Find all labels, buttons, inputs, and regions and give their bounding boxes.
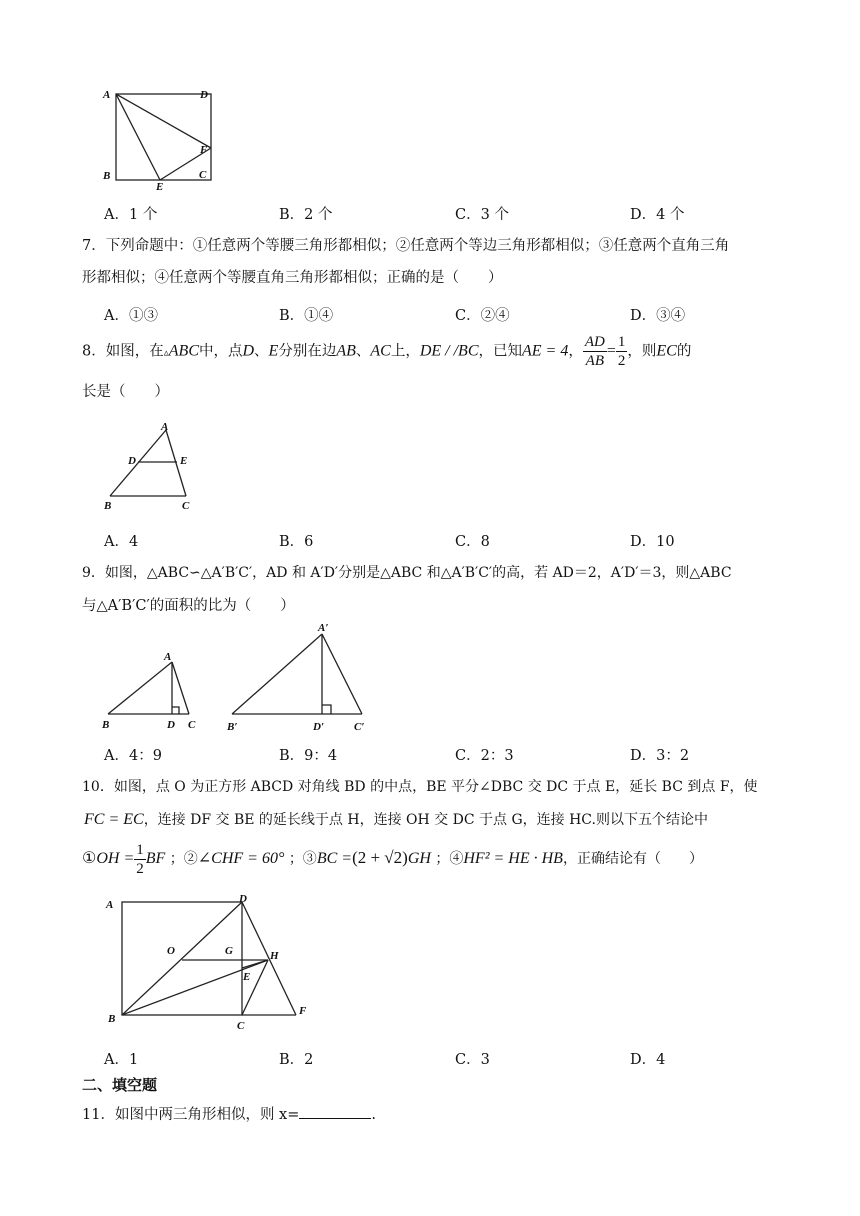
q10-line-2: FC = EC，连接 DF 交 BE 的延长线于点 H，连接 OH 交 DC 于点 G，连接 HC.则以下五个结论中	[84, 811, 708, 828]
q11-answer-blank[interactable]	[299, 1104, 371, 1119]
q8-option-a: A．4	[104, 534, 139, 550]
q10-label-d: D	[239, 893, 247, 905]
q10-label-g: G	[225, 945, 233, 957]
q6-option-c: C．3 个	[455, 207, 509, 223]
q8-option-d: D．10	[630, 534, 675, 550]
q10-label-f: F	[299, 1005, 307, 1017]
q7-option-b: B．①④	[279, 308, 334, 324]
q9-label-a: A	[164, 651, 172, 663]
q10-option-c: C．3	[455, 1052, 490, 1068]
q6-square-figure	[96, 84, 222, 194]
q10-option-b: B．2	[279, 1052, 314, 1068]
q7-line-2: 形都相似；④任意两个等腰直角三角形都相似；正确的是（ ）	[82, 270, 503, 286]
q8-label-c: C	[182, 500, 190, 512]
q9-label-d: D	[167, 719, 175, 731]
q10-square-figure	[98, 890, 318, 1036]
q10-label-o: O	[167, 945, 175, 957]
q10-option-a: A．1	[104, 1052, 139, 1068]
q9-option-c: C．2：3	[455, 748, 514, 764]
q8-triangle-figure	[100, 418, 210, 514]
q6-option-a: A．1 个	[104, 207, 158, 223]
q6-label-f: F	[200, 144, 208, 156]
q9-option-b: B．9：4	[279, 748, 338, 764]
q10-option-d: D．4	[630, 1052, 666, 1068]
q7-option-c: C．②④	[455, 308, 510, 324]
q8-label-e: E	[180, 455, 188, 467]
section-title-fill-in: 二、填空题	[82, 1076, 158, 1094]
q9-label-b-prime: B′	[227, 721, 238, 733]
q8-line-2: 长是（ ）	[82, 384, 169, 400]
q9-label-c: C	[188, 719, 196, 731]
q10-label-e: E	[243, 971, 251, 983]
q10-label-b: B	[108, 1013, 116, 1025]
q9-label-d-prime: D′	[313, 721, 325, 733]
q6-label-c: C	[199, 169, 207, 181]
q8-label-d: D	[128, 455, 136, 467]
q8-label-b: B	[104, 500, 112, 512]
q10-fraction-half: $\frac{1}{2}$	[136, 841, 144, 877]
q6-label-e: E	[156, 181, 164, 193]
q6-label-d: D	[200, 89, 208, 101]
q9-line-1: 9．如图，△ABC∽△A′B′C′，AD 和 A′D′分别是△ABC 和△A′B′C′的高，若 AD＝2，A′D′＝3，则△ABC	[82, 565, 732, 581]
q7-option-d: D．③④	[630, 308, 686, 324]
q8-line-1: 8．如图，在▵ABC中，点D、E分别在边AB、AC上，DE / /BC，已知AE = 4， $\frac{AD}{AB}$ = $\frac{1}{2}$ ，则EC的	[82, 334, 692, 369]
q8-fraction-half: $\frac{1}{2}$	[617, 334, 626, 369]
q9-label-a-prime: A′	[318, 622, 329, 634]
q6-option-b: B．2 个	[279, 207, 333, 223]
q6-label-b: B	[103, 170, 111, 182]
q10-label-a: A	[106, 899, 114, 911]
q10-line-3: ①OH = $\frac{1}{2}$ BF ；②∠CHF = 60° ；③BC =(2 + √2)GH ；④HF² = HE · HB，正确结论有（ ）	[82, 841, 703, 877]
q9-label-c-prime: C′	[354, 721, 365, 733]
q8-option-c: C．8	[455, 534, 490, 550]
q7-line-1: 7．下列命题中：①任意两个等腰三角形都相似；②任意两个等边三角形都相似；③任意两个直角三角	[82, 238, 730, 254]
q6-option-d: D．4 个	[630, 207, 685, 223]
q8-fraction-ad-ab: $\frac{AD}{AB}$	[584, 334, 605, 369]
q8-option-b: B．6	[279, 534, 314, 550]
q8-label-a: A	[161, 421, 169, 433]
q6-label-a: A	[103, 89, 111, 101]
q9-option-a: A．4：9	[104, 748, 162, 764]
q9-similar-triangles-figure	[96, 618, 386, 736]
q10-line-1: 10．如图，点 O 为正方形 ABCD 对角线 BD 的中点，BE 平分∠DBC 交 DC 于点 E，延长 BC 到点 F，使	[82, 779, 758, 795]
q10-label-h: H	[270, 950, 279, 962]
q9-line-2: 与△A′B′C′的面积的比为（ ）	[82, 598, 295, 614]
q9-label-b: B	[102, 719, 110, 731]
q7-option-a: A．①③	[104, 308, 158, 324]
q10-label-c: C	[237, 1020, 245, 1032]
q9-option-d: D．3：2	[630, 748, 690, 764]
q11-line: 11．如图中两三角形相似，则 x= .	[82, 1104, 376, 1125]
